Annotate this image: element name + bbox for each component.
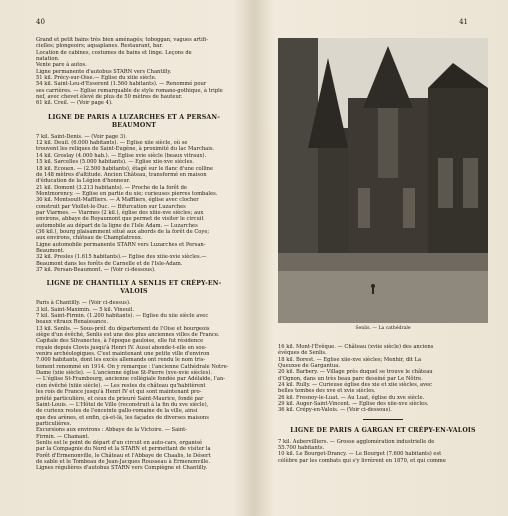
text-line: 51 kil. Précy-sur-Oise.— Eglise du xiiie siècle. — [36, 75, 157, 82]
text-line: 7.000 habitants, dont les excès allemands ont rendu le nom tris- — [36, 357, 206, 364]
text-line: cien évêché (xiiie siècle). — Les restes du château qu'habitèrent — [36, 382, 206, 389]
text-line: aux environs, château de Champlatreux. — [36, 235, 143, 242]
text-line: les rois de France jusqu'à Henri IV et qui sont maintenant pro- — [36, 389, 202, 396]
text-line: célèbre par les combats qui s'y livrèrent en 1870, et qui comme — [278, 457, 446, 464]
text-line: 18 kil. Ecouen. — (2.500 habitants), étagé sur le flanc d'une colline — [36, 165, 214, 172]
senlis-line-entries-continued — [278, 344, 488, 414]
text-line: 13 kil. Senlis. — Sous-préf. du département de l'Oise et bourgeois — [36, 325, 210, 332]
text-line: Saint-Louis. — L'Hôtel de Ville (reconstruit à la fin du xve siècle), — [36, 401, 209, 408]
text-line: Ligne permanente d'autobus STARN vers Chantilly. — [36, 68, 172, 75]
text-line: royale depuis Clovis jusqu'à Henri IV. Aussi abonde-t-elle en sou- — [36, 344, 207, 351]
text-line: de 148 mètres d'altitude. Ancien Château, transformé en maison — [36, 171, 207, 178]
left-text-column — [36, 37, 232, 472]
left-page — [0, 0, 252, 516]
section-heading: LIGNE DE PARIS A LUZARCHES ET A PERSAN-BEAUMONT — [47, 113, 221, 129]
text-line: belles tombes des xve et xvie siècles. — [278, 388, 376, 395]
text-line: Montmorency. — Eglise en partie du xie; curieuses pierres tombales. — [36, 190, 218, 197]
text-line: Forêt d'Ermenonville, le Château et l'Abbaye de Chaalis, le Désert — [36, 452, 211, 459]
text-line: nef, avec chevet élevé de plus de 50 mètres de hauteur. — [36, 94, 183, 101]
text-line: 26 kil. Fresnoy-le-Luat. — Au Luat, église du xve siècle. — [278, 394, 425, 401]
text-line: 21 kil. Domont (3.213 habitants). — Proche de la forêt de — [36, 184, 187, 191]
text-line: environs, abbaye de Royaumont que permet de visiter le circuit — [36, 216, 204, 223]
text-line: 15 kil. Sarcelles (5.000 habitants). — Eglise xiie-xve siècles. — [36, 159, 194, 166]
text-line: priété particulière, et ceux du prieuré Saint-Maurice, fondé par — [36, 395, 204, 402]
text-line: siège d'un évêché, Senlis est une des plus anciennes villes de France. — [36, 332, 220, 339]
cathedral-illustration — [278, 38, 488, 323]
text-line: Excursions aux environs : Abbaye de la Victoire. — Saint- — [36, 427, 188, 434]
text-line: de sable et le Tombeau de Jean-Jacques Rousseau à Ermenonville. — [36, 458, 211, 465]
text-line: 29 kil. Auger-Saint-Vincent. — Eglise des xiie-xve siècles. — [278, 401, 429, 408]
text-line: 32 kil. Presles (1.615 habitants).— Eglise des xiiie-xvie siècles.— — [36, 254, 207, 261]
section-heading: LIGNE DE PARIS A GARGAN ET CRÉPY-EN-VALOIS — [290, 426, 476, 434]
text-line: Ligne automobile permanente STARN vers Luzarches et Persan- — [36, 241, 206, 248]
text-line: 61 kil. Creil. — (Voir page 4). — [36, 100, 113, 107]
text-line: 54 kil. Saint-Leu-d'Esserent (1.560 habitants). — Renommé pour — [36, 81, 207, 88]
text-line: trouvent les reliques de Saint-Eugène, à proximité du lac Marchais. — [36, 146, 215, 153]
text-line: Paris à Chantilly. — (Voir ci-dessus). — [36, 300, 131, 307]
right-text-column — [278, 344, 488, 464]
text-line: automobile au départ de la ligne de l'Isle Adam. — Luzarches — [36, 222, 198, 229]
text-line: 7 kil. Aubervilliers. — Grosse agglomération industrielle de — [278, 438, 435, 445]
text-line: — L'église St-Frambourg, ancienne collégiale fondée par Adélaïde, l'an- — [36, 376, 226, 383]
text-line: 7 kil. Saint-Firmin. (1.200 habitants). — Eglise du xiie siècle avec — [36, 313, 209, 320]
cathedral-photo — [278, 38, 488, 323]
text-line: 16 kil. Mont-l'Évêque. — Château (xviie siècle) des anciens — [278, 344, 434, 350]
text-line: construit par Viollet-le-Duc. — Bifurcation sur Luzarches — [36, 203, 186, 210]
text-line: 12 kil. Deuil. (6.000 habitants). — Eglise xiie siècle, où se — [36, 140, 188, 147]
text-line: 20 kil. Barbery. — Village près duquel se trouve le château — [278, 369, 433, 376]
senlis-line-entries — [36, 300, 232, 471]
text-line: 55.700 habitants. — [278, 445, 325, 452]
text-line: Vente pare à autos. — [36, 62, 87, 69]
intro-paragraphs — [36, 37, 232, 107]
text-line: natation. — [36, 56, 60, 63]
text-line: par la Compagnie du Nord et la STARN et permettant de visiter la — [36, 446, 211, 453]
text-line: 37 kil. Persan-Beaumont. — (Voir ci-dessous). — [36, 267, 156, 273]
text-line: (36 kil.), bourg plaisamment situé aux abords de la forêt de Coye; — [36, 228, 210, 235]
divider-rule — [363, 419, 403, 420]
text-line: Location de cabines, costumes de bains et linge. Leçons de — [36, 49, 192, 56]
text-line: d'Ognon, dans un très beau parc dessiné par Le Nôtre. — [278, 375, 423, 382]
text-line: que des arènes, et enfin, çà-et-là, les façades de diverses maisons — [36, 414, 209, 421]
section-heading: LIGNE DE CHANTILLY A SENLIS ET CRÉPY-EN-VALOIS — [46, 280, 222, 296]
text-line: beaux vitraux Renaissance. — [36, 319, 109, 326]
text-line: 3 kil. Saint-Maximin. — 5 kil. Vineuil. — [36, 306, 134, 313]
text-line: 10 kil. Le Bourget-Drancy. — Le Bourget (7.600 habitants) est — [278, 451, 442, 458]
text-line: 7 kil. Saint-Denis. — (Voir page 3). — [36, 133, 127, 140]
text-line: ses carrières. — Eglise remarquable de style romano-gothique, à triple — [36, 87, 223, 94]
text-line: de curieux restes de l'enceinte gallo-romaine de la ville, ainsi — [36, 408, 198, 415]
text-line: tement renommé en 1914. On y remarque : l'ancienne Cathédrale Notre- — [36, 363, 229, 370]
text-line: cielles; plongeoirs; aquaplanes. Restaurant, bar. — [36, 43, 163, 50]
text-line: par Viarmes. — Viarmes (2 kil.), église des xiiie-xve siècles; aux — [36, 209, 204, 216]
text-line: 30 kil. Montsoult-Maffliers. — A Maffliers, église avec clocher — [36, 197, 199, 204]
text-line: 14 kil. Groslay (4.000 hab.). — Eglise xvie siècle (beaux vitraux). — [36, 152, 207, 159]
text-line: Queuxse de Gargantua. — [278, 363, 340, 370]
page-number: 40 — [36, 18, 45, 26]
text-line: Firmin. — Chamant. — [36, 433, 90, 440]
luzarches-line-entries — [36, 134, 232, 274]
gargan-line-entries — [278, 439, 488, 464]
text-line: Beaumont dans les forêts de Carnelle et de l'Isle-Adam. — [36, 260, 183, 267]
text-line: 36 kil. Crépy-en-Valois. — (Voir ci-dessous). — [278, 407, 392, 414]
text-line: particulières. — [36, 420, 72, 427]
text-line: Grand et petit bains très bien aménagés; toboggan, vagues artifi- — [36, 37, 208, 43]
right-page — [256, 0, 508, 516]
text-line: venirs archéologiques. C'est maintenant une petite ville d'environ — [36, 351, 210, 358]
text-line: Dame (xiie siècle). — L'ancienne église St-Pierre (xve-xvie siècles). — [36, 370, 213, 377]
text-line: Capitale des Silvanectes, à l'époque gauloise, elle fut résidence — [36, 338, 204, 345]
text-line: d'éducation de la Légion d'honneur. — [36, 178, 131, 185]
page-number: 41 — [459, 18, 468, 26]
text-line: Beaumont. — [36, 247, 65, 254]
text-line: Lignes régulières d'autobus STARN vers Compiègne et Chantilly. — [36, 465, 208, 472]
text-line: 18 kil. Borest. — Eglise xiie-xve siècles; Menhir, dit La — [278, 356, 422, 363]
text-line: 24 kil. Rully. — Curieuse église des xie et xiie siècles, avec — [278, 382, 433, 389]
text-line: évêques de Senlis. — [278, 350, 327, 357]
text-line: Senlis est le point de départ d'un circuit en auto-cars, organisé — [36, 439, 203, 446]
photo-caption: Senlis. — La cathédrale — [355, 326, 411, 331]
